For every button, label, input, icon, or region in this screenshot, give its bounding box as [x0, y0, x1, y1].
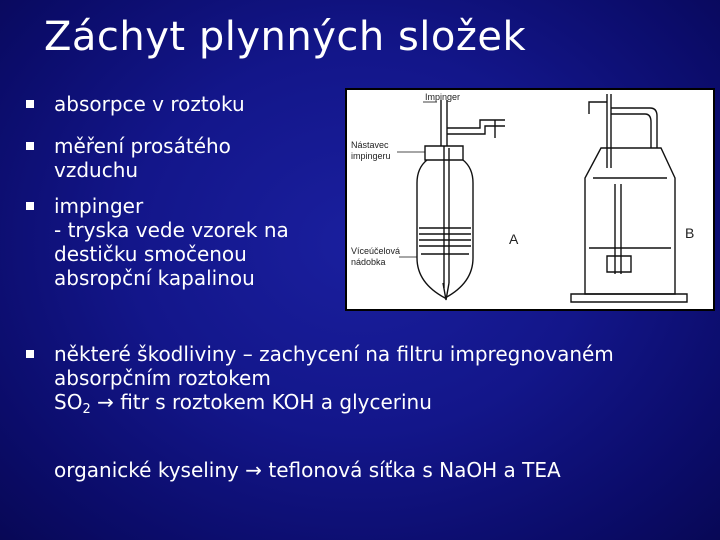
impinger-a-drawing	[417, 100, 505, 300]
bullet-subtext: - tryska vede vzorek na destičku smočenou absropční kapalinou	[54, 218, 289, 290]
bullet-text: některé škodliviny – zachycení na filtru impregnovaném absorpčním roztokem	[54, 342, 614, 390]
label-b: B	[685, 225, 695, 241]
label-nastavec-1: Nástavec	[351, 140, 389, 150]
organic-acids-method: teflonová síťka s NaOH a TEA	[268, 458, 561, 482]
bullet-skodliviny	[26, 342, 720, 422]
organic-acids-label: organické kyseliny	[54, 458, 239, 482]
right-arrow-icon: →	[97, 390, 114, 414]
impinger-b-drawing	[571, 94, 687, 302]
bullet-text: absorpce v roztoku	[54, 92, 245, 116]
organic-acids-line	[54, 458, 561, 482]
bullet-mereni	[26, 134, 354, 182]
bullet-absorpce	[26, 92, 245, 116]
slide-title: Záchyt plynných složek	[44, 14, 527, 60]
so2-line	[54, 390, 720, 422]
bullet-impinger	[26, 194, 354, 290]
square-bullet-icon	[26, 142, 34, 150]
square-bullet-icon	[26, 100, 34, 108]
label-viceucelova-2: nádobka	[351, 257, 386, 267]
square-bullet-icon	[26, 202, 34, 210]
label-impinger: Impinger	[425, 92, 461, 102]
right-arrow-icon: →	[245, 458, 262, 482]
label-a: A	[509, 231, 519, 247]
bullet-text: impinger	[54, 194, 144, 218]
square-bullet-icon	[26, 350, 34, 358]
label-viceucelova-1: Víceúčelová	[351, 246, 401, 256]
so2-method: fitr s roztokem KOH a glycerinu	[120, 390, 432, 414]
label-nastavec-2: impingeru	[351, 151, 391, 161]
impinger-diagram	[345, 88, 715, 311]
so2-subscript: 2	[82, 402, 91, 417]
bullet-text: měření prosátého vzduchu	[54, 134, 231, 182]
impinger-figure	[345, 88, 715, 311]
so2-formula: SO	[54, 390, 83, 414]
